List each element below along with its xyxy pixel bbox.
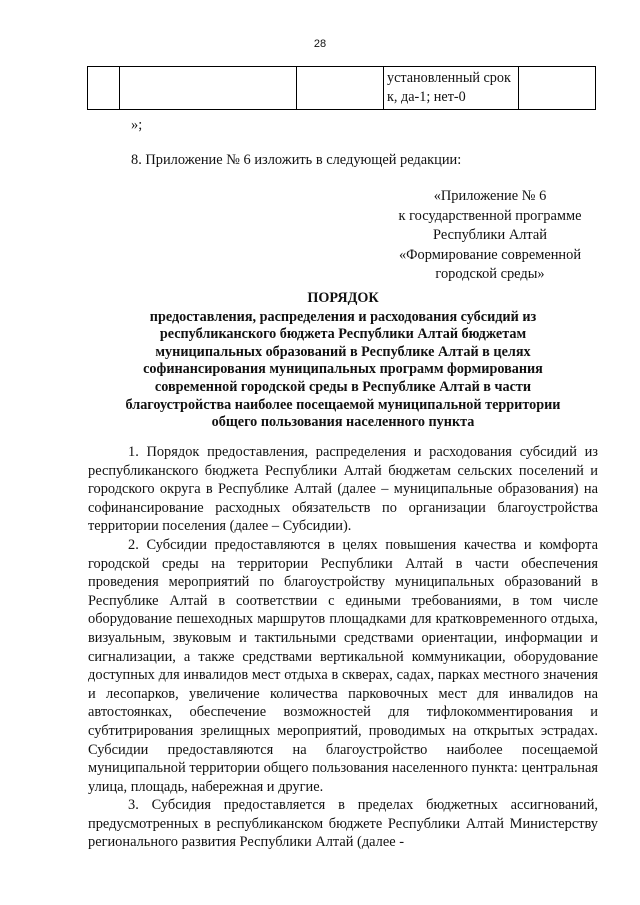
table-cell [120,67,297,110]
document-body [88,443,598,852]
title-line: современной городской среды в Республике Алтай в части [154,378,532,395]
paragraph-1: 1. Порядок предоставления, распределения и расходования субсидий из республиканского бюджета Республики Алтай бюджетам сельских поселений и городского округа в Республике Алтай (далее – муниципальные образования) на софинансирование расходных обязательств по организации благоустройства территории поселения (далее – Субсидии). [88,444,598,535]
appendix-line: «Приложение № 6 [433,188,547,204]
title-line: республиканского бюджета Республики Алтай бюджетам [159,326,527,343]
table-cell [297,67,384,110]
appendix-line: к государственной программе [398,207,582,224]
paragraph-2: 2. Субсидии предоставляются в целях повышения качества и комфорта городской среды на территории Республики Алтай в части обеспечения проведения мероприятий по благоустройству муниципальных образований в Республике Алтай в соответствии с едиными требованиями, в том числе оборудование пешеходных маршрутов площадками для кратковременного отдыха, визуальным, звуковым и тактильными средствами ориентации, информации и сигнализации, а также средствами вертикальной коммуникации, оборудование доступных для инвалидов мест отдыха в скверах, садах, парках местного значения и лесопарков, увеличение количества парковочных мест для инвалидов на автостоянках, обеспечение возможностей для тифлокомментирования и субтитрирования зрелищных мероприятий, проводимых на открытых эстрадах. Субсидии предоставляются на благоустройство наиболее посещаемой муниципальной территории общего пользования населенного пункта: центральная улица, площадь, набережная и другие. [88,536,598,795]
title-line: муниципальных образований в Республике Алтай в целях [155,343,531,360]
title-line: софинансирования муниципальных программ формирования [143,361,543,378]
appendix-line: «Формирование современной [398,246,582,263]
table-row [88,67,596,110]
title-line: предоставления, распределения и расходования субсидий из [149,308,537,325]
document-title [88,290,598,432]
continued-table-fragment [87,66,596,110]
table-cell: установленный срок к, да-1; нет-0 [384,67,519,110]
title-line: общего пользования населенного пункта [211,414,475,431]
title-line: благоустройства наиболее посещаемой муниципальной территории [125,396,561,413]
closing-quote: »; [131,117,143,133]
appendix-line: Республики Алтай [433,227,547,243]
appendix-line: городской среды» [435,266,545,282]
title-heading: ПОРЯДОК [307,290,379,306]
table-cell [519,67,596,110]
page-number: 28 [313,38,327,50]
table-cell [88,67,120,110]
paragraph-3: 3. Субсидия предоставляется в пределах бюджетных ассигнований, предусмотренных в республиканском бюджете Республики Алтай Министерству регионального развития Республики Алтай (далее - [88,797,598,851]
appendix-header [380,187,600,285]
amendment-item-8: 8. Приложение № 6 изложить в следующей редакции: [131,152,462,168]
